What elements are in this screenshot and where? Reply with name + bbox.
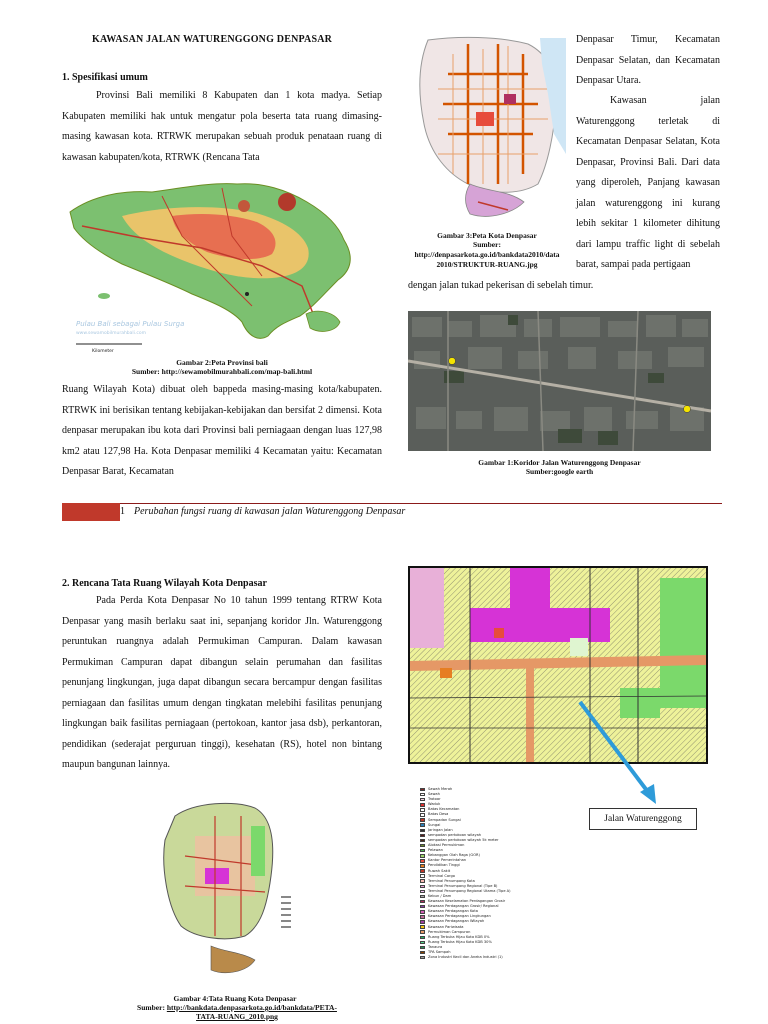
legend-swatch — [420, 834, 425, 838]
legend-swatch — [420, 879, 425, 883]
fig1-caption: Gambar 1:Koridor Jalan Waturenggong Denpasar — [478, 458, 641, 467]
legend-swatch — [420, 946, 425, 950]
legend-label: Kawasan Keselamatan Perdagangan Grosir — [428, 899, 506, 904]
legend-swatch — [420, 788, 425, 792]
legend-label: Terminal Cargo — [428, 873, 455, 878]
legend-swatch — [420, 951, 425, 955]
legend-swatch — [420, 844, 425, 848]
legend-swatch — [420, 900, 425, 904]
callout-arrow — [570, 696, 670, 808]
bali-province-map — [62, 176, 382, 356]
map-watermark-url: www.sewamobilmurahbali.com — [76, 331, 146, 336]
legend-label: Ruang Terbuka Hijau Kota KDB 0% — [428, 934, 490, 939]
section2-heading: 2. Rencana Tata Ruang Wilayah Kota Denpasar — [62, 578, 267, 589]
legend-swatch — [420, 823, 425, 827]
legend-label: Terminal Penumpang Regional Utama (Tipe A) — [428, 888, 511, 893]
legend-label: Zona Industri Kecil dan Aneka Industri (1) — [428, 955, 503, 960]
legend-label: sempadan pertokoan wilayah — [428, 832, 482, 837]
legend-label: sempadan pertokoan wilayah 5k meter — [428, 837, 499, 842]
legend-swatch — [420, 869, 425, 873]
fig3-caption: Gambar 3:Peta Kota Denpasar — [437, 231, 537, 240]
footer-accent — [62, 503, 120, 521]
legend-label: Kawasan Perdagangan Kota — [428, 909, 478, 914]
bali-map-graphic — [62, 176, 382, 356]
legend-swatch — [420, 890, 425, 894]
section1-right-col: Denpasar Timur, Kecamatan Denpasar Selatan, dan Kecamatan Denpasar Utara. — [576, 34, 720, 86]
legend-swatch — [420, 936, 425, 940]
legend-swatch — [420, 829, 425, 833]
callout-jalan-waturenggong: Jalan Waturenggong — [589, 808, 697, 830]
legend-swatch — [420, 895, 425, 899]
legend-swatch — [420, 818, 425, 822]
legend-label: Batas Kecamatan — [428, 807, 460, 812]
fig4-source-link2[interactable]: TATA-RUANG_2010.png — [196, 1012, 278, 1021]
legend-label: Terminal Penumpang Regional (Tipe B) — [428, 883, 498, 888]
legend-swatch — [420, 803, 425, 807]
legend-label: Kebun / Dam — [428, 893, 452, 898]
legend-label: Sawah Merah — [428, 787, 453, 791]
legend-swatch — [420, 941, 425, 945]
legend-label: Sawah — [428, 792, 440, 797]
tata-ruang-map — [155, 796, 305, 994]
legend-label: Trotoar — [428, 797, 441, 802]
fig2-source: Sumber: http://sewamobilmurahbali.com/map-bali.html — [131, 367, 313, 376]
legend-swatch — [420, 849, 425, 853]
corridor-satellite-image — [408, 311, 711, 451]
fig4-source-link-line2 — [112, 1012, 362, 1022]
fig4-source-link[interactable]: http://bankdata.denpasarkota.go.id/bankdata/PETA- — [166, 1003, 337, 1012]
legend-label: Terminal Penumpang Kota — [428, 878, 475, 883]
legend-label: Kawasan Perdagangan Grosir/ Regional — [428, 904, 499, 909]
page-number: 1 — [120, 506, 125, 517]
fig1-source: Sumber:google earth — [525, 467, 594, 476]
legend-swatch — [420, 874, 425, 878]
page-title: KAWASAN JALAN WATURENGGONG DENPASAR — [92, 34, 333, 45]
legend-swatch — [420, 956, 425, 960]
legend-label: Jaringan Jalan — [428, 827, 453, 832]
legend-label: Kawasan Perdagangan Lingkungan — [428, 914, 491, 919]
legend-label: Sungai — [428, 822, 441, 827]
legend-swatch — [420, 885, 425, 889]
legend-swatch — [420, 808, 425, 812]
fig4-caption: Gambar 4:Tata Ruang Kota Denpasar — [173, 994, 297, 1003]
legend-label: Permukiman Campuran — [428, 929, 471, 934]
section1-right-tail: dengan jalan tukad pekerisan di sebelah timur. — [408, 280, 594, 291]
legend-label: Kawasan Pariwisata — [428, 924, 464, 929]
section1-para2: Ruang Wilayah Kota) dibuat oleh bappeda masing-masing kota/kabupaten. RTRWK ini berisikan tentang kebijakan-kebijakan dan bersifat 2 dimensi. Kota denpasar merupakan ibu kota dari Provinsi bali perniagaan dengan luas 127,98 km2 atau 127,98 Ha. Kota Denpasar memiliki 4 Kecamatan yaitu: Kecamatan Denpasar Barat, Kecamatan — [62, 384, 382, 477]
legend-swatch — [420, 910, 425, 914]
legend-label: Ruang Terbuka Hijau Kota KDB 30% — [428, 939, 492, 944]
legend-label: TPA Sampah — [428, 950, 451, 954]
footer-divider — [120, 503, 722, 504]
legend-swatch — [420, 925, 425, 929]
legend-swatch — [420, 798, 425, 802]
legend-label: Pelawan — [428, 848, 443, 853]
legend-swatch — [420, 859, 425, 863]
fig3-source-url: http://denpasarkota.go.id/bankdata2010/data — [414, 250, 560, 259]
legend-label: Kebanggan Olah Raga (GOR) — [428, 853, 480, 858]
legend-swatch — [420, 854, 425, 858]
section1-heading: 1. Spesifikasi umum — [62, 72, 148, 83]
denpasar-city-map — [408, 34, 568, 230]
legend-label: Ruwah Sakit — [428, 868, 451, 873]
satellite-graphic — [408, 311, 711, 451]
legend-label: Batas Desa — [428, 812, 449, 817]
legend-item — [420, 955, 510, 960]
legend-swatch — [420, 864, 425, 868]
map-watermark: Pulau Bali sebagai Pulau Surga — [76, 320, 185, 328]
fig3-source-label: Sumber: — [473, 240, 501, 249]
fig4-source-label: Sumber: — [137, 1003, 167, 1012]
footer-text: Perubahan fungsi ruang di kawasan jalan Waturenggong Denpasar — [134, 506, 406, 517]
legend-label: Sempadan Sungai — [428, 817, 461, 822]
page-footer — [62, 503, 722, 521]
section1-para1: Provinsi Bali memiliki 8 Kabupaten dan 1 kota madya. Setiap Kabupaten memiliki hak untuk mengatur pola beserta tata ruang dimasing-masing kawasan kota. RTRWK merupakan sebuah produk penataan ruang di kawasan kabupaten/kota, RTRWK (Rencana Tata — [62, 90, 382, 163]
legend-label: Kantor Pemerintahan — [428, 858, 467, 863]
legend-label: Waduk — [428, 802, 441, 807]
legend-swatch — [420, 920, 425, 924]
fig2-caption: Gambar 2:Peta Provinsi bali — [176, 358, 268, 367]
legend-label: Tanaura — [428, 944, 443, 949]
legend-swatch — [420, 839, 425, 843]
section2-para: Pada Perda Kota Denpasar No 10 tahun 1999 tentang RTRW Kota Denpasar yang masih berlaku saat ini, sepanjang koridor Jln. Waturenggong peruntukan ruangnya adalah Permukiman Campuran. Dalam kawasan Permukiman Campuran dapat dibangun selain perumahan dan fasilitas penunjang lingkungan, juga dapat dibangun secara bercampur dengan fasilitas perniagaan dan fasilitas umum dengan tingkatan melebihi fasilitas penunjang lingkungan baik fasilitas perniagaan (pertokoan, kantor jasa dsb), perkantoran, pendidikan (sederajat perguruan tinggi), kesehatan (RS), hotel non bintang maupun bangunan lainnya. — [62, 595, 382, 770]
zoning-legend — [420, 787, 510, 1017]
legend-swatch — [420, 905, 425, 909]
legend-label: Alokasi Permukiman — [428, 843, 465, 848]
tata-ruang-graphic — [155, 796, 305, 994]
legend-swatch — [420, 793, 425, 797]
denpasar-map-graphic — [408, 34, 568, 230]
fig3-source-url2: 2010/STRUKTUR-RUANG.jpg — [436, 260, 538, 269]
legend-label: Pendidikan Tinggi — [428, 863, 460, 868]
legend-swatch — [420, 930, 425, 934]
legend-label: Kawasan Perdagangan Wilayah — [428, 919, 485, 924]
legend-swatch — [420, 915, 425, 919]
section1-right-para: Kawasan jalan Waturenggong terletak di Kecamatan Denpasar Selatan, Kota Denpasar, Provinsi Bali. Dari data yang diperoleh, Panjang kawasan jalan waturenggong ini kurang lebih sekitar 1 kilometer dihitung dari lampu traffic light di sebelah barat, sampai pada pertigaan — [576, 95, 720, 270]
legend-swatch — [420, 813, 425, 817]
map-scale-label: Kilometer — [92, 349, 114, 354]
